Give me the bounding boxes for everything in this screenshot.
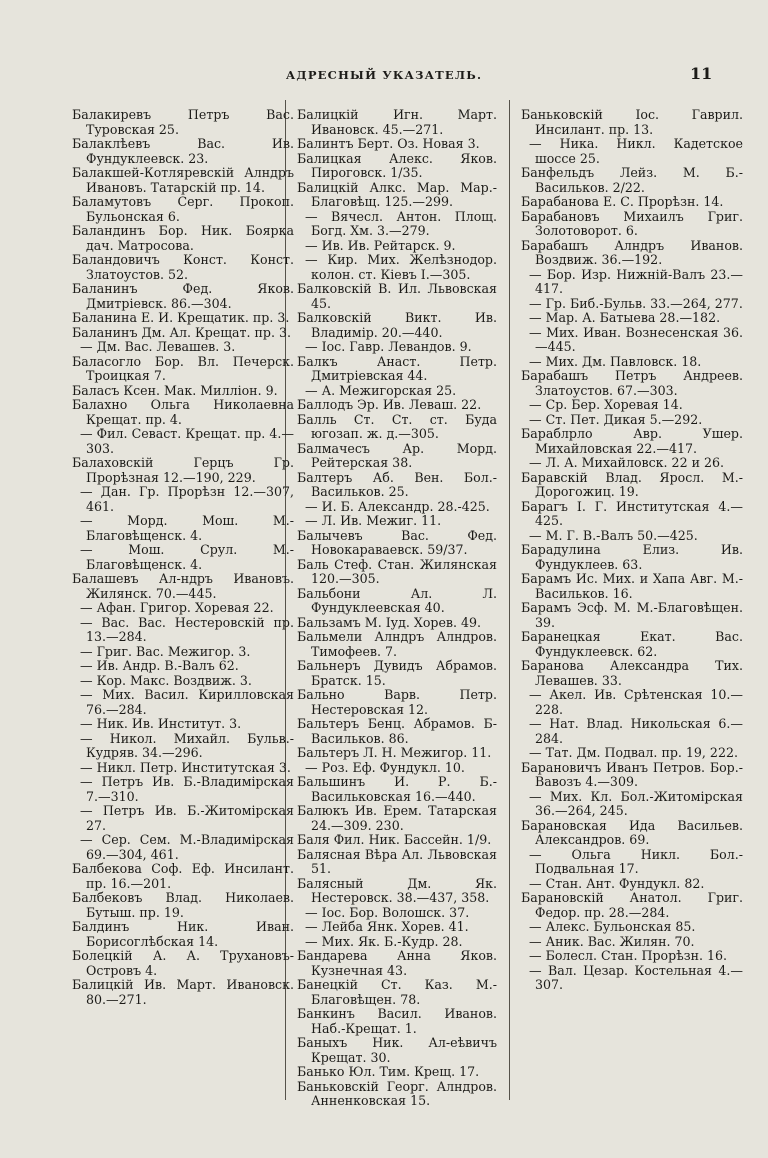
directory-entry: — Л. А. Михайловск. 22 и 26. xyxy=(529,455,725,470)
directory-entry: Банько Юл. Тим. Крещ. 17. xyxy=(297,1064,480,1079)
directory-entry: Барановская Ида Васильев. Александров. 69. xyxy=(521,817,743,847)
running-title: АДРЕСНЫЙ УКАЗАТЕЛЬ. xyxy=(285,68,483,82)
directory-entry: Барановичъ Иванъ Петров. Бор.-Вавозъ 4.—309. xyxy=(521,759,743,789)
directory-entry: — Ср. Бер. Хоревая 14. xyxy=(529,397,683,412)
directory-entry: — Вячесл. Антон. Площ. Богд. Хм. 3.—279. xyxy=(305,208,497,238)
directory-entry: Баныхъ Ник. Ал-еѣвичъ Крещат. 30. xyxy=(297,1035,497,1065)
directory-entry: Балмачесъ Ар. Морд. Рейтерская 38. xyxy=(297,440,497,470)
directory-entry: Балычевъ Вас. Фед. Новокараваевск. 59/37. xyxy=(297,527,497,557)
directory-entry: Бараблрло Авр. Ушер. Михайловская 22.—417. xyxy=(521,426,743,456)
directory-entry: — Гр. Биб.-Бульв. 33.—264, 277. xyxy=(529,295,743,311)
directory-entry: Барабашъ Алндръ Иванов. Воздвиж. 36.—192. xyxy=(521,237,743,267)
directory-entry: — Мих. Васил. Кирилловская 76.—284. xyxy=(80,687,294,717)
directory-entry: — Мар. А. Батыева 28.—182. xyxy=(529,310,721,325)
directory-entry: Балдинъ Ник. Иван. Борисоглѣбская 14. xyxy=(72,919,294,949)
column-divider xyxy=(509,100,510,1100)
directory-entry: — Дан. Гр. Прорѣзн 12.—307, 461. xyxy=(80,484,294,514)
directory-entry: Балаклѣевъ Вас. Ив. Фундуклеевск. 23. xyxy=(72,136,294,166)
directory-entry: Балаховскій Герцъ Гр. Прорѣзная 12.—190, 229. xyxy=(72,455,294,485)
page-header xyxy=(0,64,768,86)
column-2 xyxy=(297,108,497,1109)
directory-entry: Балль Ст. Ст. ст. Буда югозап. ж. д.—305. xyxy=(297,411,497,441)
directory-entry: Баламутовъ Серг. Прокоп. Бульонская 6. xyxy=(72,194,294,224)
directory-entry: Бальнеръ Дувидъ Абрамов. Братск. 15. xyxy=(297,658,497,688)
directory-entry: Баланина Е. И. Крещатик. пр. 3. xyxy=(72,310,290,325)
directory-entry: Барадулина Елиз. Ив. Фундуклеев. 63. xyxy=(521,542,743,572)
directory-entry: Бально Варв. Петр. Нестеровская 12. xyxy=(297,687,497,717)
directory-entry: Баласъ Ксен. Мак. Милліон. 9. xyxy=(72,382,278,398)
directory-entry: — Ольга Никл. Бол.-Подвальная 17. xyxy=(529,846,743,876)
directory-entry: — Мих. Дм. Павловск. 18. xyxy=(529,353,702,369)
directory-entry: Бальзамъ М. Іуд. Хорев. 49. xyxy=(297,614,482,630)
directory-entry: — Ник. Ив. Институт. 3. xyxy=(80,716,242,731)
directory-entry: — Морд. Мош. М.-Благовѣщенск. 4. xyxy=(80,513,294,543)
directory-entry: Баль Стеф. Стан. Жилянская 120.—305. xyxy=(297,556,497,586)
directory-entry: Барагъ І. Г. Институтская 4.—425. xyxy=(521,498,743,528)
directory-entry: Балинтъ Берт. Оз. Новая 3. xyxy=(297,136,480,151)
directory-entry: Баля Фил. Ник. Бассейн. 1/9. xyxy=(297,832,492,847)
directory-entry: Балицкая Алекс. Яков. Пироговск. 1/35. xyxy=(297,150,497,180)
directory-entry: Балюкъ Ив. Ерем. Татарская 24.—309. 230. xyxy=(297,803,497,833)
directory-entry: — Іос. Гавр. Левандов. 9. xyxy=(305,339,472,354)
directory-entry: Балковскій В. Ил. Львовская 45. xyxy=(297,281,497,311)
directory-entry: Бандарева Анна Яков. Кузнечная 43. xyxy=(297,948,497,978)
directory-entry: — Фил. Севаст. Крещат. пр. 4.—303. xyxy=(80,426,294,456)
directory-entry: Балясный Дм. Як. Нестеровск. 38.—437, 358. xyxy=(297,875,497,905)
directory-entry: — М. Г. В.-Валъ 50.—425. xyxy=(529,527,698,543)
directory-entry: — Алекс. Бульонская 85. xyxy=(529,919,696,934)
directory-entry: — Л. Ив. Межиг. 11. xyxy=(305,513,442,528)
directory-entry: Бальмели Алндръ Алндров. Тимофеев. 7. xyxy=(297,629,497,659)
directory-entry: — Вал. Цезар. Костельная 4.—307. xyxy=(529,962,743,992)
directory-entry: — Ив. Ив. Рейтарск. 9. xyxy=(305,237,456,253)
directory-entry: — Афан. Григор. Хоревая 22. xyxy=(80,600,274,615)
directory-entry: Баландовичъ Конст. Конст. Златоустов. 52. xyxy=(72,252,294,282)
directory-entry: Банфельдъ Лейз. М. Б.-Васильков. 2/22. xyxy=(521,165,743,195)
directory-entry: — Петръ Ив. Б.-Владимірская 7.—310. xyxy=(80,774,294,804)
directory-entry: Балицкій Алкс. Мар. Мар.-Благовѣщ. 125.—299. xyxy=(297,179,497,209)
directory-entry: Балкъ Анаст. Петр. Дмитріевская 44. xyxy=(297,353,497,383)
directory-entry: — Мих. Як. Б.-Кудр. 28. xyxy=(305,933,463,949)
directory-entry: Бальтеръ Л. Н. Межигор. 11. xyxy=(297,745,492,760)
directory-entry: Бальбони Ал. Л. Фундуклеевская 40. xyxy=(297,585,497,615)
directory-entry: Банецкій Ст. Каз. М.-Благовѣщен. 78. xyxy=(297,977,497,1007)
directory-entry: — Мош. Срул. М.-Благовѣщенск. 4. xyxy=(80,542,294,572)
directory-entry: Балковскій Викт. Ив. Владимір. 20.—440. xyxy=(297,310,497,340)
directory-entry: Барамъ Эсф. М. М.-Благовѣщен. 39. xyxy=(521,600,743,630)
page-number: 11 xyxy=(690,64,713,83)
directory-entry: Барабашъ Петръ Андреев. Златоустов. 67.—303. xyxy=(521,368,743,398)
directory-entry: Барамъ Ис. Мих. и Хапа Авг. М.-Васильков. 16. xyxy=(521,571,743,601)
directory-entry: — Бор. Изр. Нижній-Валъ 23.—417. xyxy=(529,266,743,296)
directory-entry: Банкинъ Васил. Иванов. Наб.-Крещат. 1. xyxy=(297,1006,497,1036)
directory-entry: — Болесл. Стан. Прорѣзн. 16. xyxy=(529,948,728,963)
directory-entry: Балахно Ольга Николаевна Крещат. пр. 4. xyxy=(72,397,294,427)
directory-entry: Баравскій Влад. Яросл. М.-Дорогожиц. 19. xyxy=(521,469,743,499)
directory-entry: — Мих. Кл. Бол.-Житомірская 36.—264, 245. xyxy=(529,788,743,818)
directory-entry: Бальтеръ Бенц. Абрамов. Б-Васильков. 86. xyxy=(297,716,497,746)
directory-entry: Балашевъ Ал-ндръ Ивановъ. Жилянск. 70.—445. xyxy=(72,571,294,601)
directory-entry: Барановскій Анатол. Григ. Федор. пр. 28.—284. xyxy=(521,890,743,920)
directory-entry: — Роз. Еф. Фундукл. 10. xyxy=(305,759,465,775)
directory-entry: — Іос. Бор. Волошск. 37. xyxy=(305,904,470,920)
column-1 xyxy=(72,108,294,1007)
directory-entry: — А. Межигорская 25. xyxy=(305,382,457,398)
directory-entry: Балбекова Соф. Еф. Инсилант. пр. 16.—201. xyxy=(72,861,294,891)
directory-entry: Болецкій А. А. Трухановъ-Островъ 4. xyxy=(72,948,294,978)
directory-entry: — Дм. Вас. Левашев. 3. xyxy=(80,339,236,354)
directory-entry: Баллодъ Эр. Ив. Леваш. 22. xyxy=(297,397,482,412)
directory-entry: Балицкій Ив. Март. Ивановск. 80.—271. xyxy=(72,977,294,1007)
directory-entry: — Никл. Петр. Институтская 3. xyxy=(80,759,291,775)
directory-entry: Балясная Вѣра Ал. Львовская 51. xyxy=(297,846,497,876)
directory-entry: Балакиревъ Петръ Вас. Туровская 25. xyxy=(72,107,294,137)
directory-entry: — Петръ Ив. Б.-Житомірская 27. xyxy=(80,803,294,833)
directory-entry: — Кор. Макс. Воздвиж. 3. xyxy=(80,672,252,688)
directory-entry: — Ст. Пет. Дикая 5.—292. xyxy=(529,411,703,427)
directory-entry: Балицкій Игн. Март. Ивановск. 45.—271. xyxy=(297,107,497,137)
directory-entry: — Акел. Ив. Срѣтенская 10.—228. xyxy=(529,687,743,717)
directory-entry: Баландинъ Бор. Ник. Боярка дач. Матросова. xyxy=(72,223,294,253)
directory-entry: — Тат. Дм. Подвал. пр. 19, 222. xyxy=(529,745,738,760)
directory-entry: Баранова Александра Тих. Левашев. 33. xyxy=(521,658,743,688)
directory-entry: Баланинъ Дм. Ал. Крещат. пр. 3. xyxy=(72,324,291,340)
column-3 xyxy=(521,108,743,993)
directory-entry: Балакшей-Котляревскій Алндръ Ивановъ. Татарскій пр. 14. xyxy=(72,165,294,195)
directory-entry: — Мих. Иван. Вознесенская 36.—445. xyxy=(529,324,743,354)
directory-entry: — И. Б. Александр. 28.-425. xyxy=(305,498,490,514)
directory-entry: Баньковскій Іос. Гаврил. Инсилант. пр. 13. xyxy=(521,107,743,137)
directory-entry: — Лейба Янк. Хорев. 41. xyxy=(305,919,469,934)
directory-entry: — Ника. Никл. Кадетское шоссе 25. xyxy=(529,136,743,166)
directory-entry: — Нат. Влад. Никольская 6.—284. xyxy=(529,716,743,746)
directory-entry: Барабанова Е. С. Прорѣзн. 14. xyxy=(521,194,724,209)
directory-entry: — Никол. Михайл. Бульв.-Кудряв. 34.—296. xyxy=(80,730,294,760)
directory-entry: — Аник. Вас. Жилян. 70. xyxy=(529,933,695,949)
directory-entry: Баланинъ Фед. Яков. Дмитріевск. 86.—304. xyxy=(72,281,294,311)
directory-entry: — Сер. Сем. М.-Владимірская 69.—304, 461. xyxy=(80,832,294,862)
directory-entry: Балтеръ Аб. Вен. Бол.-Васильков. 25. xyxy=(297,469,497,499)
directory-entry: Баньковскій Георг. Алндров. Анненковская 15. xyxy=(297,1078,497,1108)
directory-entry: Баранецкая Екат. Вас. Фундуклеевск. 62. xyxy=(521,629,743,659)
directory-entry: Бальшинъ И. Р. Б.-Васильковская 16.—440. xyxy=(297,774,497,804)
directory-entry: Барабановъ Михаилъ Григ. Золотоворот. 6. xyxy=(521,208,743,238)
directory-entry: — Ив. Андр. В.-Валъ 62. xyxy=(80,658,239,673)
directory-entry: — Григ. Вас. Межигор. 3. xyxy=(80,643,251,659)
directory-entry: Балбековъ Влад. Николаев. Бутыш. пр. 19. xyxy=(72,890,294,920)
directory-entry: — Кир. Мих. Желѣзнодор. колон. ст. Кіевъ І.—305. xyxy=(305,252,497,282)
directory-entry: — Вас. Вас. Нестеровскій пр. 13.—284. xyxy=(80,614,294,644)
directory-entry: Баласогло Бор. Вл. Печерск. Троицкая 7. xyxy=(72,353,294,383)
directory-entry: — Стан. Ант. Фундукл. 82. xyxy=(529,875,705,891)
